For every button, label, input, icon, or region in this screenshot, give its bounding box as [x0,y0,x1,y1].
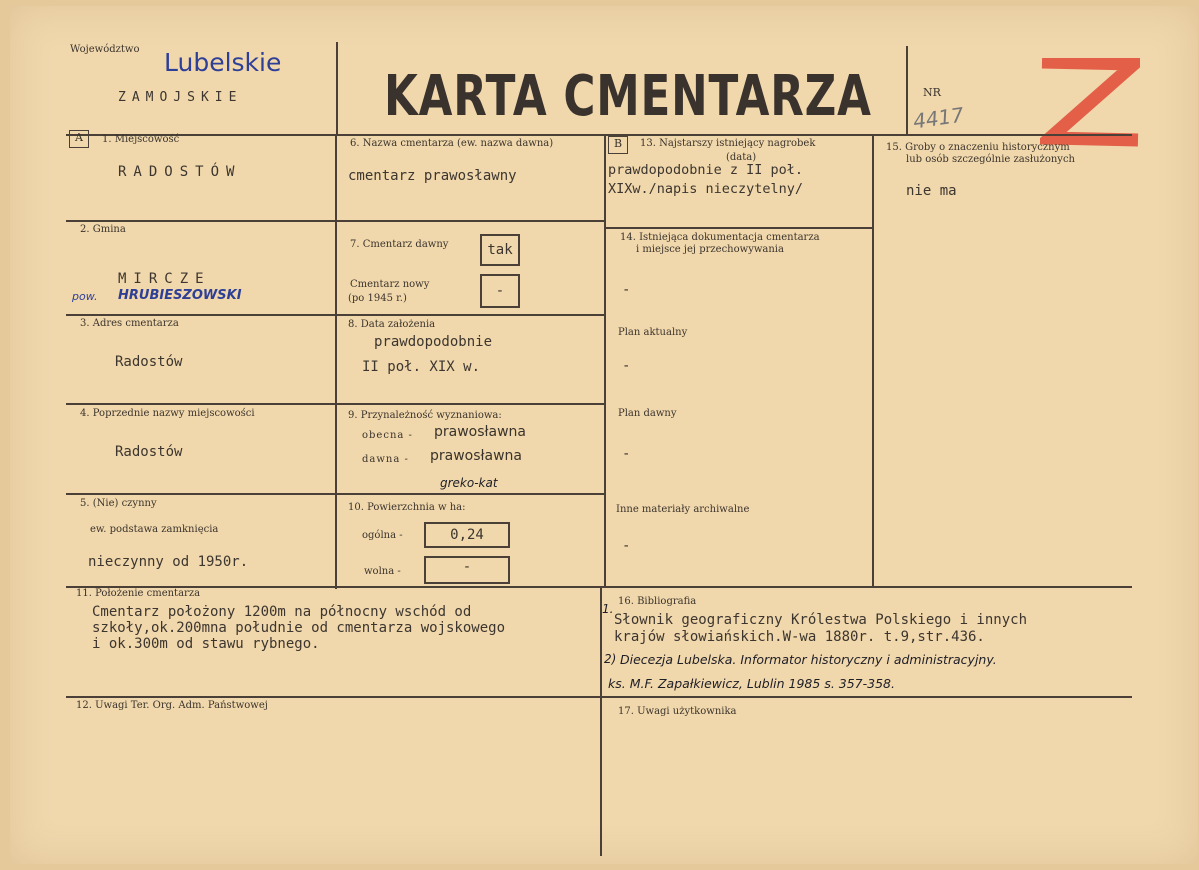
old-region: ZAMOJSKIE [118,90,243,105]
field-16-item1-line2: krajów słowiańskich.W-wa 1880r. t.9,str.436. [614,629,985,645]
section-b-marker: B [608,136,628,154]
field-10-free-box: - [424,556,510,584]
field-3-label: 3. Adres cmentarza [80,318,179,329]
field-16-item2-line1: Diecezja Lubelska. Informator historyczny i administracyjny. [620,652,997,667]
field-6-value: cmentarz prawosławny [348,168,517,184]
field-13-sublabel: (data) [726,152,757,163]
field-16-item2-num: 2) [604,652,617,666]
header-divider-1 [336,42,338,134]
card-title: KARTA CMENTARZA [384,64,872,129]
field-5-value: nieczynny od 1950r. [88,554,249,570]
field-3-value: Radostów [115,354,183,370]
col-divider-2 [604,134,606,588]
row-rule-5 [66,586,1132,588]
field-15-value: nie ma [906,183,957,199]
field-2-pow-value: HRUBIESZOWSKI [118,288,242,303]
field-6-label: 6. Nazwa cmentarza (ew. nazwa dawna) [350,138,554,149]
field-10-total-box: 0,24 [424,522,510,548]
field-14-value: - [622,282,631,298]
field-17-label: 17. Uwagi użytkownika [618,706,737,717]
other-materials-label: Inne materiały archiwalne [616,504,750,515]
field-10-label: 10. Powierzchnia w ha: [348,502,466,513]
plan-current-value: - [622,358,631,374]
field-9-handwritten: greko-kat [440,476,498,490]
field-11-line3: i ok.300m od stawu rybnego. [92,636,320,652]
field-14-label-line2: i miejsce jej przechowywania [636,244,784,255]
field-16-label: 16. Bibliografia [618,596,697,607]
field-5-sublabel: ew. podstawa zamknięcia [90,524,219,535]
field-11-line1: Cmentarz położony 1200m na północny wschód od [92,604,472,620]
field-11-line2: szkoły,ok.200mna południe od cmentarza wojskowego [92,620,506,636]
field-4-value: Radostów [115,444,183,460]
top-rule [66,134,1132,136]
field-2-value: MIRCZE [118,271,211,287]
field-7-box: tak [480,234,520,266]
field-16-item1-num: 1. [602,602,614,616]
field-8-label: 8. Data założenia [348,319,436,330]
field-4-label: 4. Poprzednie nazwy miejscowości [80,408,255,419]
nr-label: NR [923,86,941,99]
field-12-label: 12. Uwagi Ter. Org. Adm. Państwowej [76,700,268,711]
field-13-value-line1: prawdopodobnie z II poł. [608,162,804,178]
other-materials-value: - [622,538,631,554]
col-divider-1 [335,134,337,589]
field-7b-label: Cmentarz nowy [350,279,430,290]
header-divider-2 [906,46,908,136]
field-9-label: 9. Przynależność wyznaniowa: [348,410,502,421]
row-rule-1 [66,220,606,222]
cemetery-card [10,6,1198,864]
row-rule-2 [66,314,606,316]
field-15-label-line2: lub osób szczególnie zasłużonych [906,154,1075,165]
field-9-former-value: prawosławna [430,448,522,464]
field-11-label: 11. Położenie cmentarza [76,588,201,599]
field-7-label: 7. Cmentarz dawny [350,239,449,250]
field-1-value: RADOSTÓW [118,164,242,180]
field-9-current-label: obecna - [362,430,413,441]
field-16-item1-line1: Słownik geograficzny Królestwa Polskiego i innych [614,612,1028,628]
field-7b-sublabel: (po 1945 r.) [348,293,407,304]
col-divider-3 [872,134,874,588]
field-7b-box: - [480,274,520,308]
b-rule-1 [606,227,874,229]
field-10-total-label: ogólna - [362,530,403,541]
field-14-label-line1: 14. Istniejąca dokumentacja cmentarza [620,232,820,243]
field-13-label: 13. Najstarszy istniejący nagrobek [640,138,816,149]
field-15-label-line1: 15. Groby o znaczeniu historycznym [886,142,1070,153]
field-2-label: 2. Gmina [80,224,126,235]
field-9-current-value: prawosławna [434,424,526,440]
plan-old-label: Plan dawny [618,408,677,419]
field-5-label: 5. (Nie) czynny [80,498,157,509]
field-13-value-line2: XIXw./napis nieczytelny/ [608,181,804,197]
plan-current-label: Plan aktualny [618,327,688,338]
section-a-marker: A [69,130,89,148]
field-8-value-line2: II poł. XIX w. [362,359,481,375]
field-1-label: 1. Miejscowość [102,134,180,145]
field-2-pow-prefix: pow. [72,290,98,303]
row-rule-6 [66,696,1132,698]
plan-old-value: - [622,446,631,462]
field-9-former-label: dawna - [362,454,409,465]
bottom-divider [600,586,602,856]
nr-value: 4417 [911,102,966,134]
field-8-value-line1: prawdopodobnie [374,334,493,350]
field-16-item2-line2: ks. M.F. Zapałkiewicz, Lublin 1985 s. 357-358. [608,676,895,691]
wojewodztwo-label: Województwo [70,44,140,55]
row-rule-4 [66,493,606,495]
field-10-free-label: wolna - [364,566,401,577]
wojewodztwo-value: Lubelskie [164,48,282,77]
row-rule-3 [66,403,606,405]
